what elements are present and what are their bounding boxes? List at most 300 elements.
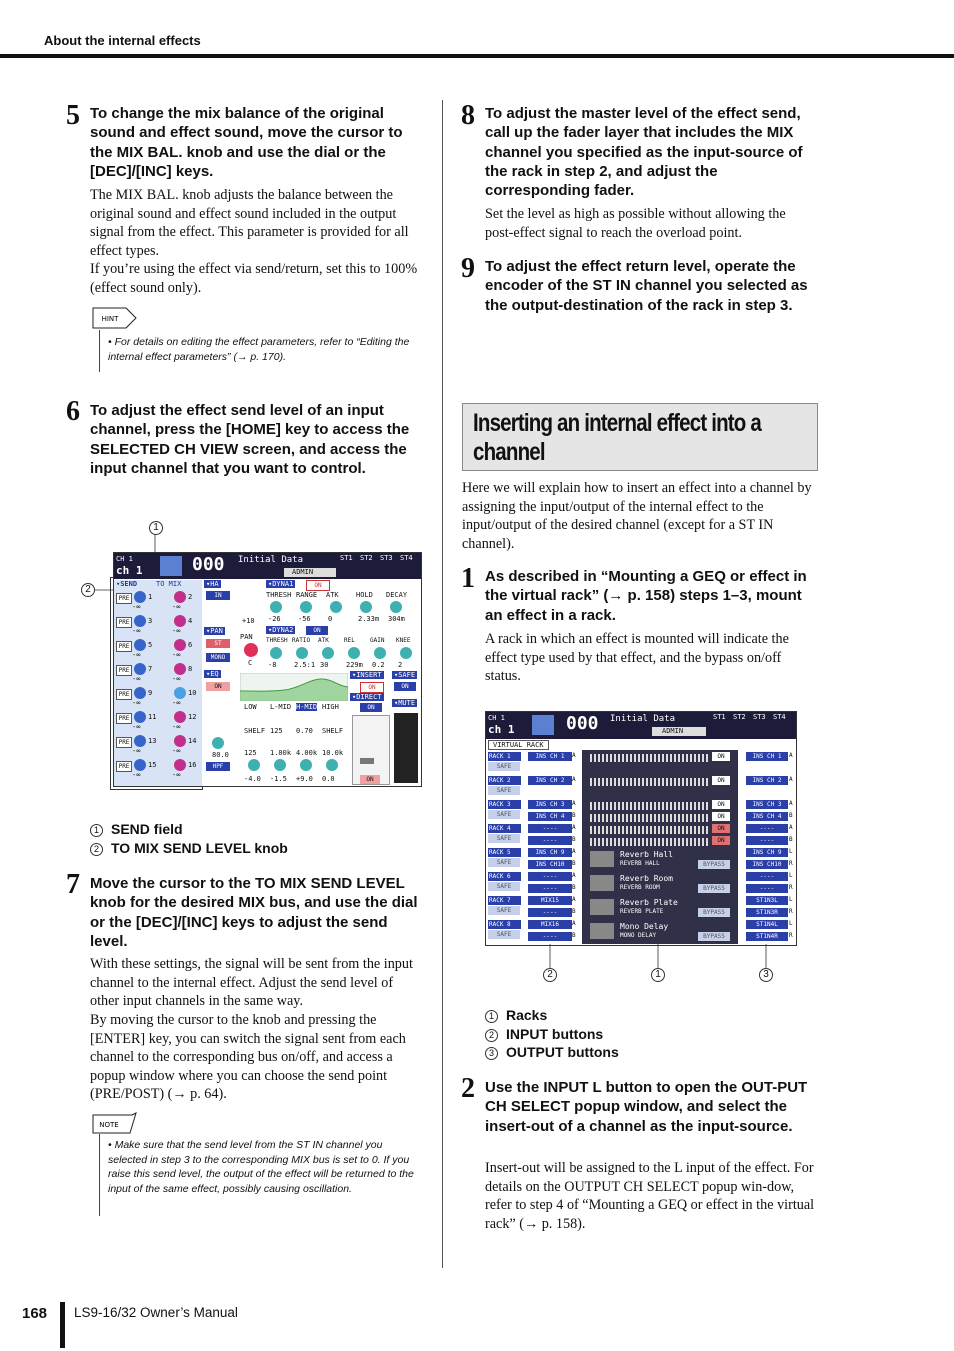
input-button[interactable]: ----: [528, 884, 572, 893]
pre-button[interactable]: PRE: [116, 665, 132, 676]
send-level-value: -∞: [132, 699, 141, 707]
input-button[interactable]: INS CH 3: [528, 800, 572, 809]
eq-band-label: LOW: [244, 703, 257, 711]
legend-text: Racks: [506, 1007, 548, 1023]
input-button[interactable]: ----: [528, 872, 572, 881]
dyna1-knob[interactable]: [300, 601, 312, 613]
mix-number: 9: [148, 689, 153, 697]
dyna2-param-label: REL: [344, 637, 355, 644]
send-field: [114, 580, 202, 786]
effect-title: Mono Delay: [620, 922, 669, 931]
dyna1-param-label: RANGE: [296, 591, 318, 599]
st1-label: ST1: [713, 713, 726, 721]
output-ab-label: A: [789, 752, 793, 759]
mix-number: 8: [188, 665, 193, 673]
input-ab-label: A: [572, 872, 576, 879]
bypass-button[interactable]: BYPASS: [698, 884, 730, 893]
send-level-value: -∞: [132, 675, 141, 683]
input-ab-label: A: [572, 896, 576, 903]
rack-button[interactable]: RACK 4: [488, 824, 521, 833]
input-ab-label: B: [572, 860, 576, 867]
output-ab-label: A: [789, 824, 793, 831]
mix-number: 7: [148, 665, 153, 673]
send-level-value: -∞: [172, 627, 181, 635]
dyna1-knob[interactable]: [270, 601, 282, 613]
legend-text: OUTPUT buttons: [506, 1044, 619, 1060]
user-name: ADMIN: [662, 727, 684, 735]
dyna2-knob[interactable]: [270, 647, 282, 659]
step-body: With these settings, the signal will be sent from the input channel to the internal effect. Adjust the send level of other input channels in the same way.: [90, 956, 413, 1009]
bypass-button[interactable]: BYPASS: [698, 860, 730, 869]
rack-button[interactable]: RACK 8: [488, 920, 521, 929]
step-body: By moving the cursor to the knob and pressing the [ENTER] key, you can switch the signal sent from each channel to the corresponding bus on/off, and access a popup window where you can choose the send point (PRE/POST) (→ p. 64).: [90, 1012, 406, 1102]
dyna2-param-label: KNEE: [396, 637, 411, 644]
step-number: 1: [461, 563, 475, 594]
legend-num: 3: [485, 1047, 498, 1060]
output-button[interactable]: ----: [746, 836, 788, 845]
hpf-knob[interactable]: [212, 737, 224, 749]
scene-number: 000: [192, 554, 225, 575]
dyna1-param-label: THRESH: [266, 591, 292, 599]
rack-button[interactable]: RACK 3: [488, 800, 521, 809]
effect-type: REVERB HALL: [620, 860, 660, 867]
dyna2-knob[interactable]: [400, 647, 412, 659]
section-title: Inserting an internal effect into a channel: [473, 409, 761, 466]
step-title: To adjust the effect send level of an input channel, press the [HOME] key to access the SELECTED CH VIEW screen, and access the input channel that you want to control.: [90, 402, 410, 477]
insert-on[interactable]: ON: [360, 682, 384, 693]
direct-label: ▾DIRECT: [352, 693, 382, 701]
legend-item: [90, 840, 288, 856]
mix-number: 15: [148, 761, 157, 769]
mute-label: ▾MUTE: [394, 699, 416, 707]
mix-number: 6: [188, 641, 193, 649]
input-ab-label: B: [572, 908, 576, 915]
rack-safe-button[interactable]: SAFE: [488, 762, 520, 771]
rack-safe-button[interactable]: SAFE: [488, 906, 520, 915]
scene-name: Initial Data: [610, 714, 676, 724]
effect-icon: [590, 875, 614, 891]
eq-graph: [240, 673, 348, 701]
send-level-value: -∞: [132, 771, 141, 779]
input-ab-label: A: [572, 824, 576, 831]
note-line: [99, 1134, 100, 1216]
effect-type: REVERB PLATE: [620, 908, 664, 915]
input-ab-label: B: [572, 884, 576, 891]
mix-number: 16: [188, 761, 197, 769]
column-divider: [442, 100, 443, 1268]
page-header: About the internal effects: [44, 33, 201, 48]
step-body: If you’re using the effect via send/return, set this to 100% (effect sound only).: [90, 261, 418, 296]
note-badge: [92, 1112, 138, 1136]
note-text: • Make sure that the send level from the ST IN channel you selected in step 3 to the corresponding MIX bus is set to 0. If you raise this send level, the output of the effect will be returned to the input of the same effect, possibly causing oscillation.: [108, 1139, 414, 1195]
hint-text-body: For details on editing the effect parameters, refer to “Editing the internal effect parameters” (→ p. 170).: [108, 336, 410, 363]
eq-gain-knob[interactable]: [326, 759, 338, 771]
input-button[interactable]: MIX15: [528, 896, 572, 905]
rack-button[interactable]: RACK 7: [488, 896, 521, 905]
input-ab-label: A: [572, 752, 576, 759]
step-number: 9: [461, 253, 475, 284]
send-level-knob[interactable]: [134, 687, 146, 699]
legend-num: 1: [90, 824, 103, 837]
rack-safe-button[interactable]: SAFE: [488, 930, 520, 939]
legend-text: TO MIX SEND LEVEL knob: [111, 840, 288, 856]
send-level-knob[interactable]: [134, 615, 146, 627]
gain-value: +10: [242, 617, 255, 625]
send-level-knob[interactable]: [134, 639, 146, 651]
step-title: To adjust the master level of the effect send, call up the fader layer that includes the MIX channel you specified as the input-source of the rack in step 2, and adjust the corresponding fader.: [485, 105, 803, 200]
mix-number: 13: [148, 737, 157, 745]
mix-number: 5: [148, 641, 153, 649]
input-button[interactable]: INS CH 9: [528, 848, 572, 857]
output-ab-label: B: [789, 836, 793, 843]
input-button[interactable]: ----: [528, 932, 572, 941]
pre-button[interactable]: PRE: [116, 761, 132, 772]
effect-title: Reverb Plate: [620, 898, 678, 907]
output-button[interactable]: ----: [746, 824, 788, 833]
dyna2-knob[interactable]: [296, 647, 308, 659]
dyna1-knob[interactable]: [390, 601, 402, 613]
send-level-knob[interactable]: [174, 711, 186, 723]
rack-safe-button[interactable]: SAFE: [488, 882, 520, 891]
header-rule: [0, 54, 954, 58]
output-button[interactable]: ST1N4L: [746, 920, 788, 929]
eq-band-type: SHELF: [322, 727, 344, 735]
mix-number: 10: [188, 689, 197, 697]
callout-1: 1: [651, 968, 665, 982]
eq-band-label: H-MID: [296, 703, 318, 711]
geq-on-button[interactable]: ON: [712, 824, 730, 833]
send-level-knob[interactable]: [134, 591, 146, 603]
input-button[interactable]: INS CH 4: [528, 812, 572, 821]
send-level-value: -∞: [172, 699, 181, 707]
pre-button[interactable]: PRE: [116, 737, 132, 748]
st-button[interactable]: ST: [206, 639, 230, 648]
geq-faders[interactable]: [590, 778, 708, 786]
callout-3: 3: [759, 968, 773, 982]
ha-label: ▾HA: [206, 580, 219, 588]
geq-on-button[interactable]: ON: [712, 800, 730, 809]
send-level-value: -∞: [132, 651, 141, 659]
dyna1-param-value: 0: [328, 615, 333, 623]
send-level-knob[interactable]: [174, 639, 186, 651]
send-level-value: -∞: [132, 627, 141, 635]
st2-label: ST2: [360, 554, 373, 562]
legend-item: [485, 1007, 547, 1023]
output-ab-label: R: [789, 932, 793, 939]
legend-item: [485, 1026, 603, 1042]
eq-band-gain: -1.5: [270, 775, 287, 783]
dyna2-param-value: 2: [398, 661, 403, 669]
geq-faders[interactable]: [590, 838, 708, 846]
eq-band-gain: +9.0: [296, 775, 313, 783]
input-button[interactable]: MIX16: [528, 920, 572, 929]
ch-label: CH 1: [488, 714, 505, 722]
dyna1-knob[interactable]: [330, 601, 342, 613]
rack-button[interactable]: RACK 1: [488, 752, 521, 761]
eq-band-type: 0.70: [296, 727, 313, 735]
step-number: 7: [66, 869, 80, 900]
dyna2-param-value: 2.5:1: [294, 661, 316, 669]
hint-badge: [92, 306, 138, 330]
rack-button[interactable]: RACK 5: [488, 848, 521, 857]
geq-on-button[interactable]: ON: [712, 752, 730, 761]
send-level-knob[interactable]: [134, 735, 146, 747]
tab-virtual-rack[interactable]: VIRTUAL RACK: [488, 740, 549, 750]
output-ab-label: L: [789, 896, 793, 903]
send-level-value: -∞: [132, 603, 141, 611]
send-level-value: -∞: [132, 747, 141, 755]
output-ab-label: B: [789, 812, 793, 819]
input-ab-label: A: [572, 920, 576, 927]
eq-gain-knob[interactable]: [300, 759, 312, 771]
legend-text: SEND field: [111, 821, 183, 837]
step-title: As described in “Mounting a GEQ or effect in the virtual rack” (→ p. 158) steps 1–3, mount an effect in a rack.: [485, 568, 807, 624]
pan-value: C: [248, 659, 253, 667]
send-level-knob[interactable]: [134, 759, 146, 771]
eq-band-label: HIGH: [322, 703, 339, 711]
legend-num: 2: [90, 843, 103, 856]
callout-2: 2: [543, 968, 557, 982]
dyna2-param-value: -8: [268, 661, 277, 669]
send-level-knob[interactable]: [174, 663, 186, 675]
dyna2-param-value: 30: [320, 661, 329, 669]
output-button[interactable]: INS CH10: [746, 860, 788, 869]
callout-leaders: [540, 944, 780, 970]
rack-safe-button[interactable]: SAFE: [488, 834, 520, 843]
direct-on[interactable]: ON: [360, 703, 382, 712]
mute-group-panel: [394, 713, 418, 783]
send-level-value: -∞: [172, 675, 181, 683]
eq-band-type: 125: [270, 727, 283, 735]
effect-type: MONO DELAY: [620, 932, 657, 939]
scene-name: Initial Data: [238, 555, 304, 565]
send-level-knob[interactable]: [134, 663, 146, 675]
st4-label: ST4: [400, 554, 413, 562]
send-level-knob[interactable]: [174, 687, 186, 699]
send-label: ▾SEND: [116, 580, 138, 588]
send-level-value: -∞: [132, 723, 141, 731]
eq-gain-knob[interactable]: [248, 759, 260, 771]
ch-label: CH 1: [116, 555, 133, 563]
output-button[interactable]: INS CH 1: [746, 752, 788, 761]
dyna2-knob[interactable]: [374, 647, 386, 659]
hpf-button[interactable]: HPF: [206, 762, 230, 771]
hint-text: • For details on editing the effect parameters, refer to “Editing the internal effect parameters” (→ p. 170).: [108, 336, 410, 363]
st4-label: ST4: [773, 713, 786, 721]
step-body: Insert-out will be assigned to the L input of the effect. For details on the OUTPUT CH SELECT popup win-dow, refer to step 4 of “Mounting a GEQ or effect in the virtual rack” (→ p. 158).: [485, 1160, 815, 1232]
st3-label: ST3: [753, 713, 766, 721]
callout-1: 1: [149, 521, 163, 535]
geq-on-button[interactable]: ON: [712, 836, 730, 845]
output-button[interactable]: INS CH 3: [746, 800, 788, 809]
rack-button[interactable]: RACK 2: [488, 776, 521, 785]
dyna1-on[interactable]: ON: [306, 580, 330, 591]
geq-faders[interactable]: [590, 802, 708, 810]
step-title: Use the INPUT L button to open the OUT-PUT CH SELECT popup window, and select the insert-out of a channel as the input-source.: [485, 1079, 808, 1135]
ch-name: ch 1: [488, 723, 515, 736]
output-button[interactable]: INS CH 4: [746, 812, 788, 821]
effect-title: Reverb Room: [620, 874, 673, 883]
st3-label: ST3: [380, 554, 393, 562]
mix-number: 11: [148, 713, 157, 721]
dyna1-param-label: HOLD: [356, 591, 373, 599]
fader-on[interactable]: ON: [360, 775, 380, 784]
mono-button[interactable]: MONO: [206, 653, 230, 662]
send-level-value: -∞: [172, 771, 181, 779]
rack-button[interactable]: RACK 6: [488, 872, 521, 881]
input-button[interactable]: ----: [528, 836, 572, 845]
dyna2-knob[interactable]: [322, 647, 334, 659]
hpf-value: 80.0: [212, 751, 229, 759]
note-text-body: Make sure that the send level from the ST IN channel you selected in step 3 to the corresponding MIX bus is set to 0. If you raise this send level, the output of the effect will be returned to the input of the same effect, possibly causing oscillation.: [108, 1139, 414, 1195]
step-title: Move the cursor to the TO MIX SEND LEVEL knob for the desired MIX bus, and use the dial or the [DEC]/[INC] keys to adjust the send level.: [90, 875, 418, 950]
output-ab-label: A: [789, 776, 793, 783]
input-button[interactable]: INS CH 1: [528, 752, 572, 761]
pre-button[interactable]: PRE: [116, 617, 132, 628]
output-button[interactable]: ----: [746, 884, 788, 893]
eq-on-button[interactable]: ON: [206, 682, 230, 691]
effect-icon: [590, 899, 614, 915]
input-ab-label: A: [572, 800, 576, 807]
geq-faders[interactable]: [590, 826, 708, 834]
output-ab-label: L: [789, 872, 793, 879]
legend-num: 2: [485, 1029, 498, 1042]
rack-safe-button[interactable]: SAFE: [488, 810, 520, 819]
legend-item: [90, 821, 183, 837]
eq-band-label: L-MID: [270, 703, 292, 711]
dyna1-param-value: -26: [268, 615, 281, 623]
virtual-rack-screenshot: [485, 711, 797, 946]
dyna2-knob[interactable]: [348, 647, 360, 659]
scene-number: 000: [566, 713, 599, 734]
legend-text: INPUT buttons: [506, 1026, 604, 1042]
geq-faders[interactable]: [590, 754, 708, 762]
safe-label: ▾SAFE: [394, 671, 416, 679]
eq-band-gain: -4.0: [244, 775, 261, 783]
pan-knob-label: PAN: [240, 633, 253, 641]
eq-band-freq: 4.00k: [296, 749, 318, 757]
effect-title: Reverb Hall: [620, 850, 673, 859]
microphone-icon: [160, 556, 182, 576]
send-level-knob[interactable]: [174, 759, 186, 771]
st1-label: ST1: [340, 554, 353, 562]
dyna1-param-value: 304m: [388, 615, 405, 623]
effect-type: REVERB ROOM: [620, 884, 660, 891]
section-heading-box: [462, 403, 818, 471]
user-name: ADMIN: [292, 568, 314, 576]
output-button[interactable]: ----: [746, 872, 788, 881]
input-button[interactable]: INS CH 2: [528, 776, 572, 785]
eq-band-freq: 10.0k: [322, 749, 344, 757]
output-ab-label: R: [789, 884, 793, 891]
fader-handle[interactable]: [360, 758, 374, 764]
ch-name: ch 1: [116, 564, 143, 577]
input-button[interactable]: INS CH10: [528, 860, 572, 869]
mix-number: 1: [148, 593, 153, 601]
bypass-button[interactable]: BYPASS: [698, 932, 730, 941]
dyna2-label: ▾DYNA2: [268, 626, 294, 634]
footer-bar: [60, 1302, 65, 1348]
rack-safe-button[interactable]: SAFE: [488, 786, 520, 795]
output-button[interactable]: ST1N3R: [746, 908, 788, 917]
dyna2-param-label: RATIO: [292, 637, 311, 644]
dyna1-param-value: -56: [298, 615, 311, 623]
to-mix-label: TO MIX: [156, 580, 182, 588]
dyna1-param-label: DECAY: [386, 591, 408, 599]
step-body: The MIX BAL. knob adjusts the balance between the original sound and effect sound included in the output signal from the effect. This parameter is provided for all effect types.: [90, 187, 409, 259]
output-button[interactable]: INS CH 2: [746, 776, 788, 785]
output-ab-label: L: [789, 848, 793, 855]
effect-icon: [590, 923, 614, 939]
step-number: 5: [66, 100, 80, 131]
eq-label: ▾EQ: [206, 670, 219, 678]
rack-safe-button[interactable]: SAFE: [488, 858, 520, 867]
safe-on[interactable]: ON: [394, 682, 416, 691]
send-level-knob[interactable]: [134, 711, 146, 723]
st2-label: ST2: [733, 713, 746, 721]
send-level-knob[interactable]: [174, 735, 186, 747]
step-number: 8: [461, 100, 475, 131]
step-number: 6: [66, 396, 80, 427]
output-ab-label: L: [789, 920, 793, 927]
send-level-knob[interactable]: [174, 615, 186, 627]
dyna1-param-value: 2.33m: [358, 615, 380, 623]
bypass-button[interactable]: BYPASS: [698, 908, 730, 917]
pre-button[interactable]: PRE: [116, 713, 132, 724]
pan-knob[interactable]: [244, 643, 258, 657]
send-level-value: -∞: [172, 603, 181, 611]
output-button[interactable]: INS CH 9: [746, 848, 788, 857]
eq-gain-knob[interactable]: [274, 759, 286, 771]
legend-num: 1: [485, 1010, 498, 1023]
geq-on-button[interactable]: ON: [712, 776, 730, 785]
dyna1-label: ▾DYNA1: [268, 580, 294, 588]
pre-button[interactable]: PRE: [116, 689, 132, 700]
step-body: A rack in which an effect is mounted will indicate the effect type used by that effect, and the bypass on/off status.: [485, 631, 789, 684]
effect-icon: [590, 851, 614, 867]
in-button[interactable]: IN: [206, 591, 230, 600]
mix-number: 4: [188, 617, 193, 625]
input-ab-label: B: [572, 812, 576, 819]
output-button[interactable]: ST1N3L: [746, 896, 788, 905]
section-intro: Here we will explain how to insert an effect into a channel by assigning the input/output of the internal effect to the input/output of the desired channel (except for a ST IN channel).: [462, 480, 812, 552]
input-button[interactable]: ----: [528, 908, 572, 917]
send-level-value: -∞: [172, 651, 181, 659]
page-number: 168: [22, 1305, 48, 1322]
legend-item: [485, 1044, 619, 1060]
geq-on-button[interactable]: ON: [712, 812, 730, 821]
dyna2-param-label: GAIN: [370, 637, 385, 644]
dyna2-param-value: 229m: [346, 661, 363, 669]
dyna1-param-label: ATK: [326, 591, 339, 599]
note-label: NOTE: [99, 1121, 119, 1129]
send-level-knob[interactable]: [174, 591, 186, 603]
dyna2-param-label: ATK: [318, 637, 329, 644]
dyna2-param-label: THRESH: [266, 637, 288, 644]
mix-number: 12: [188, 713, 197, 721]
pre-button[interactable]: PRE: [116, 593, 132, 604]
input-button[interactable]: ----: [528, 824, 572, 833]
geq-faders[interactable]: [590, 814, 708, 822]
input-ab-label: B: [572, 836, 576, 843]
input-ab-label: A: [572, 776, 576, 783]
pre-button[interactable]: PRE: [116, 641, 132, 652]
dyna2-on[interactable]: ON: [306, 626, 328, 635]
selected-ch-view-screenshot: [113, 552, 422, 787]
dyna1-knob[interactable]: [360, 601, 372, 613]
eq-band-freq: 125: [244, 749, 257, 757]
output-button[interactable]: ST1N4R: [746, 932, 788, 941]
